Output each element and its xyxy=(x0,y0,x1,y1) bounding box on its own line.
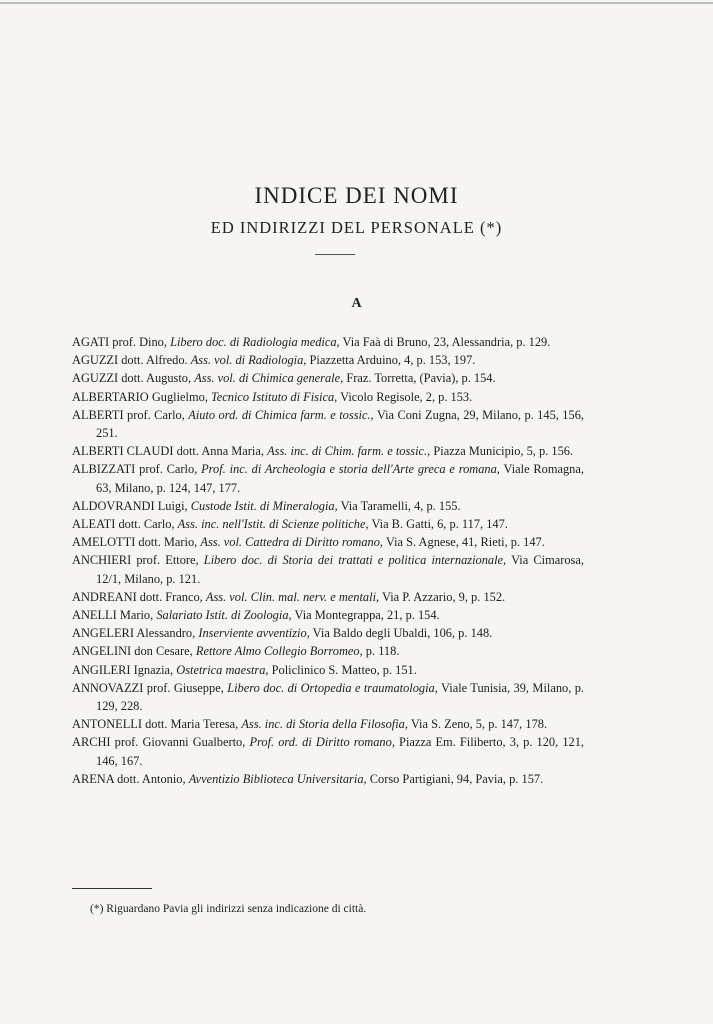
entry-role: Ostetrica maestra, xyxy=(176,662,269,677)
footnote: (*) Riguardano Pavia gli indirizzi senza indicazione di città. xyxy=(90,903,367,915)
entry-role: Libero doc. di Storia dei trattati e politica internazionale, xyxy=(203,553,507,568)
entry-address-pages: Via Taramelli, 4, p. 155. xyxy=(340,498,461,513)
index-entry xyxy=(72,442,584,460)
entry-address-pages: Via S. Zeno, 5, p. 147, 178. xyxy=(410,717,548,732)
index-entry xyxy=(72,388,584,406)
index-entry xyxy=(72,515,584,533)
entry-role: Ass. inc. nell'Istit. di Scienze politiche, xyxy=(177,517,369,532)
entry-address-pages: Piazzetta Arduino, 4, p. 153, 197. xyxy=(309,353,476,368)
entry-name: ANGELINI don Cesare, xyxy=(72,644,193,659)
entry-address-pages: Piazza Municipio, 5, p. 156. xyxy=(433,444,574,459)
entry-address-pages: Via S. Agnese, 41, Rieti, p. 147. xyxy=(385,535,545,550)
entry-name: ANGELERI Alessandro, xyxy=(72,626,196,641)
page-subtitle: ED INDIRIZZI DEL PERSONALE (*) xyxy=(210,218,503,237)
entry-name: ANTONELLI dott. Maria Teresa, xyxy=(72,717,239,732)
entry-name: ANDREANI dott. Franco, xyxy=(72,589,203,604)
entry-address-pages: Via Coni Zugna, 29, Milano, p. 145, 156, 251. xyxy=(96,407,584,441)
entry-address-pages: Piazza Em. Filiberto, 3, p. 120, 121, 146, 167. xyxy=(96,735,584,768)
index-entry xyxy=(72,588,584,606)
entry-role: Avventizio Biblioteca Universitaria, xyxy=(188,771,367,786)
entry-name: ANGILERI Ignazia, xyxy=(72,662,174,677)
entry-address-pages: Via B. Gatti, 6, p. 117, 147. xyxy=(371,517,508,532)
entry-name: ANNOVAZZI prof. Giuseppe, xyxy=(72,680,224,695)
index-entry xyxy=(72,642,584,660)
index-entry xyxy=(72,551,584,587)
index-entry xyxy=(72,715,584,733)
index-entry xyxy=(72,679,584,715)
entry-name: AGUZZI dott. Augusto, xyxy=(72,371,192,386)
entry-role: Prof. ord. di Diritto romano, xyxy=(249,735,395,750)
name-index-list xyxy=(72,333,584,788)
entry-address-pages: Via Faà di Bruno, 23, Alessandria, p. 129. xyxy=(342,335,551,349)
index-entry xyxy=(72,497,584,515)
entry-name: ANELLI Mario, xyxy=(72,608,154,623)
entry-name: AGUZZI dott. Alfredo. xyxy=(72,353,188,368)
entry-role: Aiuto ord. di Chimica farm. e tossic., xyxy=(188,407,374,422)
entry-name: ALBERTI prof. Carlo, xyxy=(72,407,185,422)
scan-edge-line xyxy=(0,2,713,4)
entry-name: ARENA dott. Antonio, xyxy=(72,771,186,786)
index-entry xyxy=(72,624,584,642)
index-entry xyxy=(72,406,584,442)
entry-name: ALBERTARIO Guglielmo, xyxy=(72,389,208,404)
title-divider xyxy=(315,254,355,255)
page-title: INDICE DEI NOMI xyxy=(254,183,459,208)
entry-role: Ass. vol. Cattedra di Diritto romano, xyxy=(200,535,384,550)
entry-role: Prof. inc. di Archeologia e storia dell'Arte greca e romana, xyxy=(201,462,500,477)
entry-role: Salariato Istit. di Zoologia, xyxy=(156,608,292,623)
index-entry xyxy=(72,661,584,679)
entry-address-pages: Viale Romagna, 63, Milano, p. 124, 147, 177. xyxy=(96,462,584,495)
entry-name: ANCHIERI prof. Ettore, xyxy=(72,553,199,568)
index-entry xyxy=(72,533,584,551)
entry-name: AGATI prof. Dino, xyxy=(72,335,167,349)
entry-address-pages: p. 118. xyxy=(365,644,400,659)
index-entry xyxy=(72,460,584,496)
entry-name: ARCHI prof. Giovanni Gualberto, xyxy=(72,735,246,750)
entry-role: Inserviente avventizio, xyxy=(198,626,310,641)
entry-role: Ass. inc. di Chim. farm. e tossic., xyxy=(267,444,431,459)
entry-address-pages: Fraz. Torretta, (Pavia), p. 154. xyxy=(346,371,496,386)
entry-role: Ass. vol. di Chimica generale, xyxy=(194,371,344,386)
entry-address-pages: Via Cimarosa, 12/1, Milano, p. 121. xyxy=(96,553,584,586)
entry-name: ALBERTI CLAUDI dott. Anna Maria, xyxy=(72,444,264,459)
entry-role: Ass. vol. Clin. mal. nerv. e mentali, xyxy=(205,589,380,604)
entry-role: Custode Istit. di Mineralogia, xyxy=(190,498,338,513)
index-entry xyxy=(72,333,584,351)
index-entry xyxy=(72,770,584,788)
entry-address-pages: Viale Tunisia, 39, Milano, p. 129, 228. xyxy=(96,680,585,714)
index-entry xyxy=(72,606,584,624)
entry-name: ALDOVRANDI Luigi, xyxy=(72,498,188,513)
entry-role: Ass. inc. di Storia della Filosofia, xyxy=(241,717,408,732)
entry-address-pages: Policlinico S. Matteo, p. 151. xyxy=(271,662,417,677)
entry-name: ALBIZZATI prof. Carlo, xyxy=(72,462,198,477)
entry-role: Rettore Almo Collegio Borromeo, xyxy=(195,644,363,659)
index-entry xyxy=(72,733,584,769)
entry-address-pages: Vicolo Regisole, 2, p. 153. xyxy=(340,389,473,404)
section-letter: A xyxy=(351,296,362,311)
entry-address-pages: Corso Partigiani, 94, Pavia, p. 157. xyxy=(369,771,544,786)
entry-address-pages: Via Baldo degli Ubaldi, 106, p. 148. xyxy=(312,626,493,641)
entry-role: Tecnico Istituto di Fisica, xyxy=(211,389,338,404)
entry-address-pages: Via Montegrappa, 21, p. 154. xyxy=(294,608,440,623)
entry-role: Libero doc. di Radiologia medica, xyxy=(170,335,340,349)
index-entry xyxy=(72,351,584,369)
entry-name: AMELOTTI dott. Mario, xyxy=(72,535,198,550)
entry-role: Libero doc. di Ortopedia e traumatologia, xyxy=(227,680,438,695)
index-entry xyxy=(72,369,584,387)
entry-role: Ass. vol. di Radiologia, xyxy=(190,353,307,368)
entry-name: ALEATI dott. Carlo, xyxy=(72,517,175,532)
footnote-divider xyxy=(72,888,152,889)
entry-address-pages: Via P. Azzario, 9, p. 152. xyxy=(381,589,506,604)
